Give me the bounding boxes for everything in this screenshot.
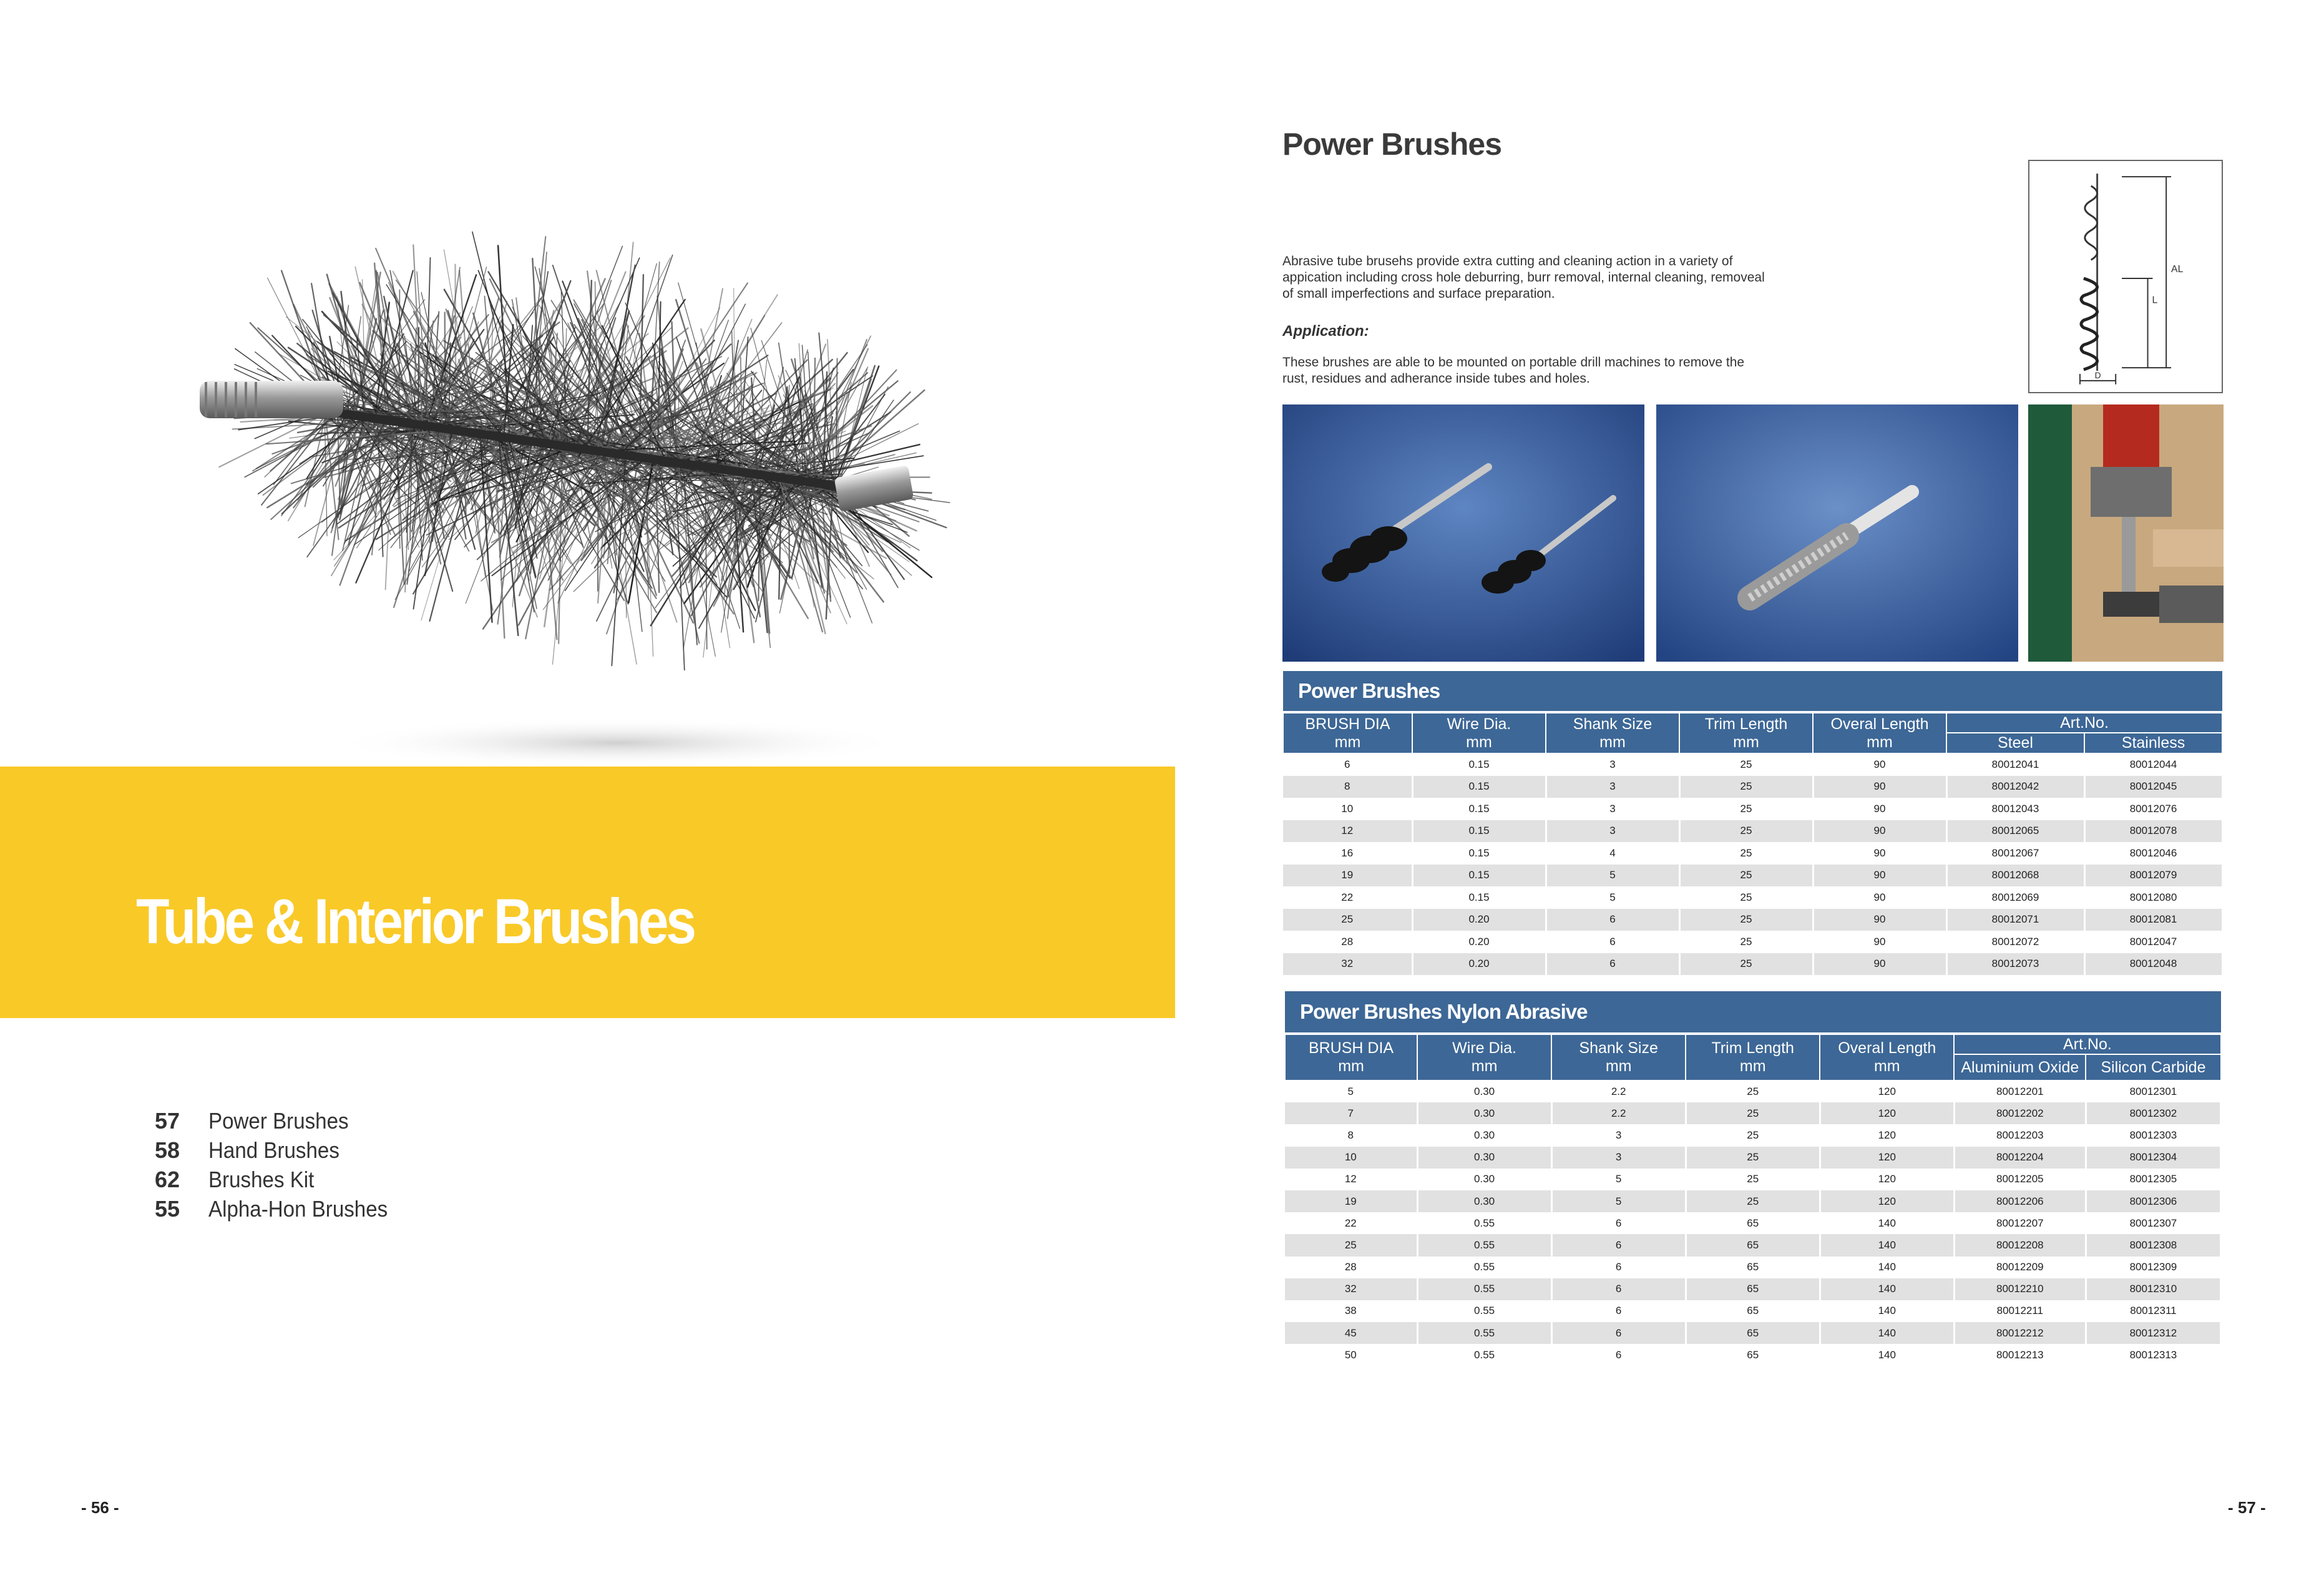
table-cell: 80012043	[1946, 798, 2084, 820]
table-cell: 0.15	[1412, 820, 1546, 843]
table-row	[1285, 1212, 2221, 1234]
table-cell: 6	[1546, 931, 1679, 953]
page-title: Power Brushes	[1282, 127, 1502, 162]
table-cell: 25	[1686, 1147, 1820, 1169]
table-row	[1283, 931, 2222, 953]
col-header-aluminium-oxide: Aluminium Oxide	[1954, 1054, 2086, 1081]
table-row	[1285, 1169, 2221, 1190]
table-cell: 80012211	[1954, 1300, 2086, 1322]
table-cell: 80012207	[1954, 1212, 2086, 1234]
table-cell: 25	[1679, 865, 1813, 887]
toc-label: Alpha-Hon Brushes	[208, 1195, 388, 1222]
table-cell: 0.20	[1412, 953, 1546, 976]
table-cell: 25	[1679, 931, 1813, 953]
right-page-number: - 57 -	[2228, 1498, 2266, 1517]
table-cell: 32	[1285, 1278, 1417, 1300]
product-photo-drill-machine	[2028, 404, 2224, 662]
table-cell: 140	[1820, 1300, 1954, 1322]
table-cell: 80012046	[2084, 842, 2222, 865]
table-cell: 80012205	[1954, 1169, 2086, 1190]
table-row	[1283, 776, 2222, 798]
table-cell: 80012309	[2086, 1257, 2220, 1278]
left-page-number: - 56 -	[81, 1498, 119, 1517]
table-cell: 25	[1686, 1081, 1820, 1102]
table-cell: 90	[1813, 753, 1946, 776]
brush-dimension-diagram	[2028, 160, 2223, 393]
table-cell: 90	[1813, 798, 1946, 820]
table-row	[1283, 753, 2222, 776]
table-cell: 0.30	[1417, 1081, 1551, 1102]
table-title: Power Brushes	[1283, 671, 2222, 712]
table-cell: 80012067	[1946, 842, 2084, 865]
table-cell: 80012044	[2084, 753, 2222, 776]
table-cell: 80012301	[2086, 1081, 2220, 1102]
table-cell: 80012304	[2086, 1147, 2220, 1169]
table-row	[1283, 953, 2222, 976]
col-header-shank-size: Shank Size mm	[1551, 1034, 1686, 1081]
table-cell: 80012065	[1946, 820, 2084, 843]
table-cell: 6	[1551, 1344, 1686, 1366]
table-cell: 80012081	[2084, 909, 2222, 931]
table-cell: 0.15	[1412, 798, 1546, 820]
table-cell: 22	[1285, 1212, 1417, 1234]
col-header-overal-length: Overal Length mm	[1813, 712, 1946, 753]
table-cell: 120	[1820, 1124, 1954, 1146]
table-cell: 25	[1679, 798, 1813, 820]
col-header-wire-dia: Wire Dia. mm	[1412, 712, 1546, 753]
table-cell: 5	[1551, 1169, 1686, 1190]
table-cell: 65	[1686, 1300, 1820, 1322]
section-title: Tube & Interior Brushes	[136, 886, 694, 957]
table-cell: 80012076	[2084, 798, 2222, 820]
table-cell: 25	[1686, 1124, 1820, 1146]
table-cell: 65	[1686, 1322, 1820, 1344]
toc-item[interactable]	[155, 1135, 403, 1165]
table-cell: 120	[1820, 1081, 1954, 1102]
table-row	[1283, 865, 2222, 887]
table-cell: 25	[1679, 886, 1813, 909]
table-cell: 0.55	[1417, 1212, 1551, 1234]
table-cell: 6	[1283, 753, 1412, 776]
table-cell: 38	[1285, 1300, 1417, 1322]
table-cell: 25	[1285, 1234, 1417, 1256]
table-cell: 80012041	[1946, 753, 2084, 776]
table-row	[1283, 842, 2222, 865]
toc-page-number: 55	[155, 1195, 180, 1222]
table-cell: 25	[1679, 776, 1813, 798]
table-row	[1285, 1278, 2221, 1300]
table-cell: 4	[1546, 842, 1679, 865]
table-cell: 3	[1546, 753, 1679, 776]
table-cell: 120	[1820, 1169, 1954, 1190]
table-cell: 80012208	[1954, 1234, 2086, 1256]
table-cell: 65	[1686, 1278, 1820, 1300]
table-cell: 80012312	[2086, 1322, 2220, 1344]
table-cell: 80012201	[1954, 1081, 2086, 1102]
table-cell: 12	[1283, 820, 1412, 843]
table-cell: 80012072	[1946, 931, 2084, 953]
table-cell: 80012071	[1946, 909, 2084, 931]
col-header-art-no: Art.No.	[1954, 1034, 2220, 1054]
table-cell: 140	[1820, 1234, 1954, 1256]
table-cell: 7	[1285, 1102, 1417, 1124]
table-row	[1285, 1322, 2221, 1344]
table-cell: 12	[1285, 1169, 1417, 1190]
table-cell: 25	[1686, 1169, 1820, 1190]
product-photo-abrasive-brush	[1656, 404, 2018, 662]
col-header-brush-dia: BRUSH DIA mm	[1283, 712, 1412, 753]
application-heading: Application:	[1282, 323, 1369, 340]
table-cell: 0.30	[1417, 1124, 1551, 1146]
table-cell: 140	[1820, 1257, 1954, 1278]
table-cell: 0.30	[1417, 1169, 1551, 1190]
table-cell: 80012310	[2086, 1278, 2220, 1300]
col-header-silicon-carbide: Silicon Carbide	[2086, 1054, 2220, 1081]
table-cell: 0.20	[1412, 909, 1546, 931]
table-cell: 140	[1820, 1344, 1954, 1366]
table-cell: 80012045	[2084, 776, 2222, 798]
table-cell: 90	[1813, 820, 1946, 843]
table-cell: 0.30	[1417, 1147, 1551, 1169]
table-cell: 3	[1546, 776, 1679, 798]
table-cell: 80012306	[2086, 1190, 2220, 1212]
col-header-art-no: Art.No.	[1946, 712, 2222, 733]
diagram-label-l: L	[2152, 295, 2158, 306]
diagram-label-al: AL	[2171, 264, 2184, 275]
table-row	[1283, 909, 2222, 931]
table-row	[1285, 1102, 2221, 1124]
table-cell: 0.15	[1412, 753, 1546, 776]
col-header-trim-length: Trim Length mm	[1686, 1034, 1820, 1081]
table-cell: 0.15	[1412, 776, 1546, 798]
table-row	[1285, 1081, 2221, 1102]
table-row	[1285, 1344, 2221, 1366]
table-cell: 120	[1820, 1147, 1954, 1169]
table-cell: 25	[1686, 1102, 1820, 1124]
table-cell: 80012073	[1946, 953, 2084, 976]
table-cell: 80012078	[2084, 820, 2222, 843]
toc-item[interactable]	[155, 1106, 403, 1135]
table-cell: 80012307	[2086, 1212, 2220, 1234]
table-cell: 5	[1546, 865, 1679, 887]
table-cell: 0.15	[1412, 886, 1546, 909]
table-cell: 6	[1546, 953, 1679, 976]
table-cell: 90	[1813, 953, 1946, 976]
table-cell: 0.55	[1417, 1322, 1551, 1344]
table-cell: 3	[1546, 798, 1679, 820]
table-cell: 80012308	[2086, 1234, 2220, 1256]
table-cell: 90	[1813, 886, 1946, 909]
table-cell: 25	[1679, 842, 1813, 865]
table-cell: 90	[1813, 776, 1946, 798]
table-cell: 80012080	[2084, 886, 2222, 909]
table-cell: 6	[1551, 1278, 1686, 1300]
table-cell: 3	[1551, 1124, 1686, 1146]
table-cell: 140	[1820, 1278, 1954, 1300]
table-cell: 3	[1546, 820, 1679, 843]
diagram-label-d: D	[2094, 370, 2101, 380]
table-cell: 25	[1679, 909, 1813, 931]
table-cell: 120	[1820, 1190, 1954, 1212]
table-row	[1285, 1234, 2221, 1256]
table-cell: 90	[1813, 909, 1946, 931]
table-row	[1285, 1147, 2221, 1169]
table-cell: 80012212	[1954, 1322, 2086, 1344]
table-cell: 80012069	[1946, 886, 2084, 909]
product-description: Abrasive tube brusehs provide extra cutting and cleaning action in a variety of appication including cross hole deburring, burr removal, internal cleaning, removeal of small imperfections and surface preparation.	[1282, 254, 1765, 301]
table-cell: 10	[1285, 1147, 1417, 1169]
toc-page-number: 57	[155, 1107, 180, 1134]
table-cell: 3	[1551, 1147, 1686, 1169]
table-cell: 5	[1546, 886, 1679, 909]
table-cell: 80012079	[2084, 865, 2222, 887]
table-cell: 80012305	[2086, 1169, 2220, 1190]
table-cell: 6	[1551, 1257, 1686, 1278]
table-cell: 5	[1551, 1190, 1686, 1212]
col-header-overal-length: Overal Length mm	[1820, 1034, 1954, 1081]
col-header-wire-dia: Wire Dia. mm	[1417, 1034, 1551, 1081]
toc-label: Power Brushes	[208, 1107, 349, 1134]
table-cell: 0.55	[1417, 1257, 1551, 1278]
col-header-trim-length: Trim Length mm	[1679, 712, 1813, 753]
table-cell: 120	[1820, 1102, 1954, 1124]
table-cell: 25	[1686, 1190, 1820, 1212]
table-row	[1283, 886, 2222, 909]
table-cell: 80012213	[1954, 1344, 2086, 1366]
col-header-stainless: Stainless	[2084, 733, 2222, 753]
table-cell: 50	[1285, 1344, 1417, 1366]
toc-label: Brushes Kit	[208, 1166, 315, 1192]
power-brushes-table	[1282, 671, 2224, 975]
table-of-contents	[155, 1106, 403, 1223]
table-cell: 6	[1546, 909, 1679, 931]
table-cell: 140	[1820, 1212, 1954, 1234]
table-cell: 0.30	[1417, 1102, 1551, 1124]
toc-item[interactable]	[155, 1194, 403, 1223]
table-cell: 6	[1551, 1234, 1686, 1256]
table-cell: 6	[1551, 1322, 1686, 1344]
table-cell: 90	[1813, 865, 1946, 887]
table-cell: 90	[1813, 842, 1946, 865]
table-cell: 19	[1283, 865, 1412, 887]
table-cell: 0.55	[1417, 1278, 1551, 1300]
table-cell: 90	[1813, 931, 1946, 953]
toc-label: Hand Brushes	[208, 1137, 339, 1163]
nylon-abrasive-table	[1284, 991, 2222, 1366]
table-cell: 65	[1686, 1257, 1820, 1278]
table-cell: 10	[1283, 798, 1412, 820]
table-cell: 2.2	[1551, 1102, 1686, 1124]
table-cell: 80012203	[1954, 1124, 2086, 1146]
table-cell: 6	[1551, 1300, 1686, 1322]
table-cell: 0.55	[1417, 1234, 1551, 1256]
product-photo-two-brushes	[1282, 404, 1644, 662]
table-cell: 22	[1283, 886, 1412, 909]
table-title: Power Brushes Nylon Abrasive	[1285, 991, 2221, 1034]
table-row	[1283, 798, 2222, 820]
table-cell: 6	[1551, 1212, 1686, 1234]
table-cell: 25	[1679, 753, 1813, 776]
table-cell: 45	[1285, 1322, 1417, 1344]
table-row	[1285, 1300, 2221, 1322]
table-cell: 80012048	[2084, 953, 2222, 976]
table-cell: 0.15	[1412, 865, 1546, 887]
table-cell: 28	[1285, 1257, 1417, 1278]
table-cell: 28	[1283, 931, 1412, 953]
application-text: These brushes are able to be mounted on portable drill machines to remove the rust, residues and adherance inside tubes and holes.	[1282, 355, 1745, 386]
table-cell: 25	[1283, 909, 1412, 931]
table-cell: 0.20	[1412, 931, 1546, 953]
table-cell: 0.15	[1412, 842, 1546, 865]
table-cell: 80012302	[2086, 1102, 2220, 1124]
table-cell: 80012042	[1946, 776, 2084, 798]
table-cell: 80012209	[1954, 1257, 2086, 1278]
table-cell: 65	[1686, 1234, 1820, 1256]
toc-item[interactable]	[155, 1165, 403, 1194]
table-cell: 2.2	[1551, 1081, 1686, 1102]
table-cell: 80012303	[2086, 1124, 2220, 1146]
table-cell: 65	[1686, 1212, 1820, 1234]
tube-brush-image	[181, 225, 967, 774]
table-cell: 25	[1679, 953, 1813, 976]
col-header-steel: Steel	[1946, 733, 2084, 753]
table-cell: 80012311	[2086, 1300, 2220, 1322]
table-row	[1285, 1190, 2221, 1212]
table-cell: 80012206	[1954, 1190, 2086, 1212]
table-cell: 80012313	[2086, 1344, 2220, 1366]
table-row	[1283, 820, 2222, 843]
table-cell: 0.55	[1417, 1300, 1551, 1322]
table-cell: 19	[1285, 1190, 1417, 1212]
table-cell: 80012202	[1954, 1102, 2086, 1124]
col-header-shank-size: Shank Size mm	[1546, 712, 1679, 753]
table-cell: 80012210	[1954, 1278, 2086, 1300]
table-cell: 0.30	[1417, 1190, 1551, 1212]
toc-page-number: 58	[155, 1137, 180, 1163]
table-cell: 140	[1820, 1322, 1954, 1344]
table-cell: 80012047	[2084, 931, 2222, 953]
table-cell: 0.55	[1417, 1344, 1551, 1366]
toc-page-number: 62	[155, 1166, 180, 1192]
col-header-brush-dia: BRUSH DIA mm	[1285, 1034, 1417, 1081]
table-cell: 32	[1283, 953, 1412, 976]
table-cell: 80012068	[1946, 865, 2084, 887]
table-cell: 5	[1285, 1081, 1417, 1102]
table-cell: 80012204	[1954, 1147, 2086, 1169]
table-cell: 8	[1285, 1124, 1417, 1146]
table-row	[1285, 1124, 2221, 1146]
table-cell: 25	[1679, 820, 1813, 843]
table-cell: 16	[1283, 842, 1412, 865]
table-row	[1285, 1257, 2221, 1278]
table-cell: 65	[1686, 1344, 1820, 1366]
table-cell: 8	[1283, 776, 1412, 798]
